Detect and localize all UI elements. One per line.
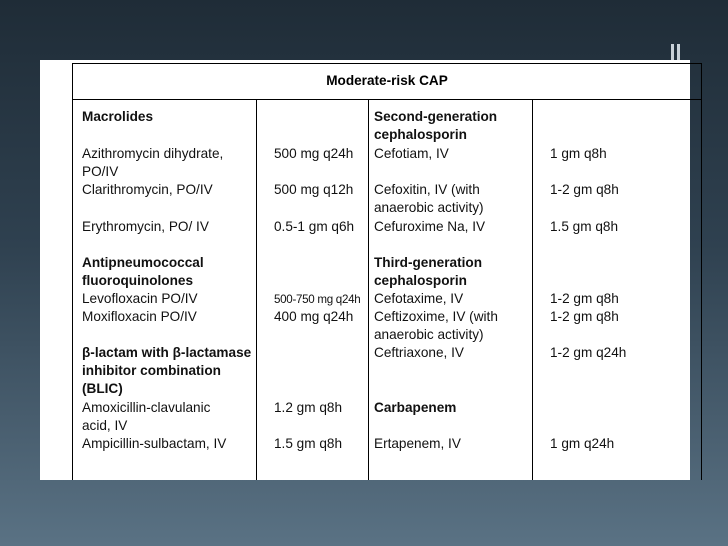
group-heading-fluoroquinolones-line1: Antipneumococcal [82, 255, 204, 270]
drug-azithromycin-line1: Azithromycin dihydrate, [82, 146, 224, 161]
group-heading-macrolides: Macrolides [82, 109, 154, 124]
drug-ceftizoxime-line1: Ceftizoxime, IV (with [374, 309, 498, 324]
dose-amoxicillin: 1.2 gm q8h [274, 400, 343, 415]
group-heading-second-gen-line1: Second-generation [374, 109, 498, 124]
drug-azithromycin-line2: PO/IV [82, 164, 119, 179]
group-heading-third-gen-line2: cephalosporin [374, 273, 467, 288]
drug-amoxicillin-line1: Amoxicillin-clavulanic [82, 400, 211, 415]
table-header-divider [72, 99, 702, 100]
dose-cefoxitin: 1-2 gm q8h [550, 182, 619, 197]
group-heading-blic-line3: (BLIC) [82, 381, 123, 396]
drug-cefotiam: Cefotiam, IV [374, 146, 449, 161]
group-heading-fluoroquinolones-line2: fluoroquinolones [82, 273, 194, 288]
drug-amoxicillin-line2: acid, IV [82, 418, 128, 433]
drug-moxifloxacin: Moxifloxacin PO/IV [82, 309, 197, 324]
table-top-border [72, 63, 702, 64]
table-title: Moderate-risk CAP [326, 73, 448, 88]
dose-levofloxacin: 500-750 mg q24h [274, 293, 361, 306]
group-heading-blic-line2: inhibitor combination [82, 363, 221, 378]
dose-ceftizoxime: 1-2 gm q8h [550, 309, 619, 324]
dose-cefuroxime: 1.5 gm q8h [550, 219, 619, 234]
drug-cefotaxime: Cefotaxime, IV [374, 291, 464, 306]
column-divider-3 [532, 99, 533, 480]
dose-cefotiam: 1 gm q8h [550, 146, 607, 161]
dose-azithromycin: 500 mg q24h [274, 146, 354, 161]
group-heading-carbapenem: Carbapenem [374, 400, 457, 415]
dose-clarithromycin: 500 mg q12h [274, 182, 354, 197]
cap-regimen-table [72, 63, 702, 480]
drug-ceftizoxime-line2: anaerobic activity) [374, 327, 484, 342]
group-heading-blic-line1: β-lactam with β-lactamase [82, 345, 252, 360]
drug-clarithromycin: Clarithromycin, PO/IV [82, 182, 213, 197]
dose-ampicillin: 1.5 gm q8h [274, 436, 343, 451]
drug-ceftriaxone: Ceftriaxone, IV [374, 345, 464, 360]
drug-cefuroxime: Cefuroxime Na, IV [374, 219, 486, 234]
group-heading-third-gen-line1: Third-generation [374, 255, 482, 270]
drug-erythromycin: Erythromycin, PO/ IV [82, 219, 209, 234]
drug-cefoxitin-line1: Cefoxitin, IV (with [374, 182, 480, 197]
decorative-bar-left [671, 44, 674, 60]
dose-moxifloxacin: 400 mg q24h [274, 309, 354, 324]
column-divider-1 [256, 99, 257, 480]
table-right-border [701, 63, 702, 480]
drug-levofloxacin: Levofloxacin PO/IV [82, 291, 198, 306]
dose-erythromycin: 0.5-1 gm q6h [274, 219, 355, 234]
table-left-border [72, 63, 73, 480]
drug-cefoxitin-line2: anaerobic activity) [374, 200, 484, 215]
slide-content [40, 60, 690, 480]
decorative-bar-right [677, 44, 680, 60]
drug-ertapenem: Ertapenem, IV [374, 436, 461, 451]
group-heading-second-gen-line2: cephalosporin [374, 127, 467, 142]
dose-ertapenem: 1 gm q24h [550, 436, 615, 451]
dose-ceftriaxone: 1-2 gm q24h [550, 345, 627, 360]
drug-ampicillin: Ampicillin-sulbactam, IV [82, 436, 227, 451]
column-divider-2 [368, 99, 369, 480]
dose-cefotaxime: 1-2 gm q8h [550, 291, 619, 306]
